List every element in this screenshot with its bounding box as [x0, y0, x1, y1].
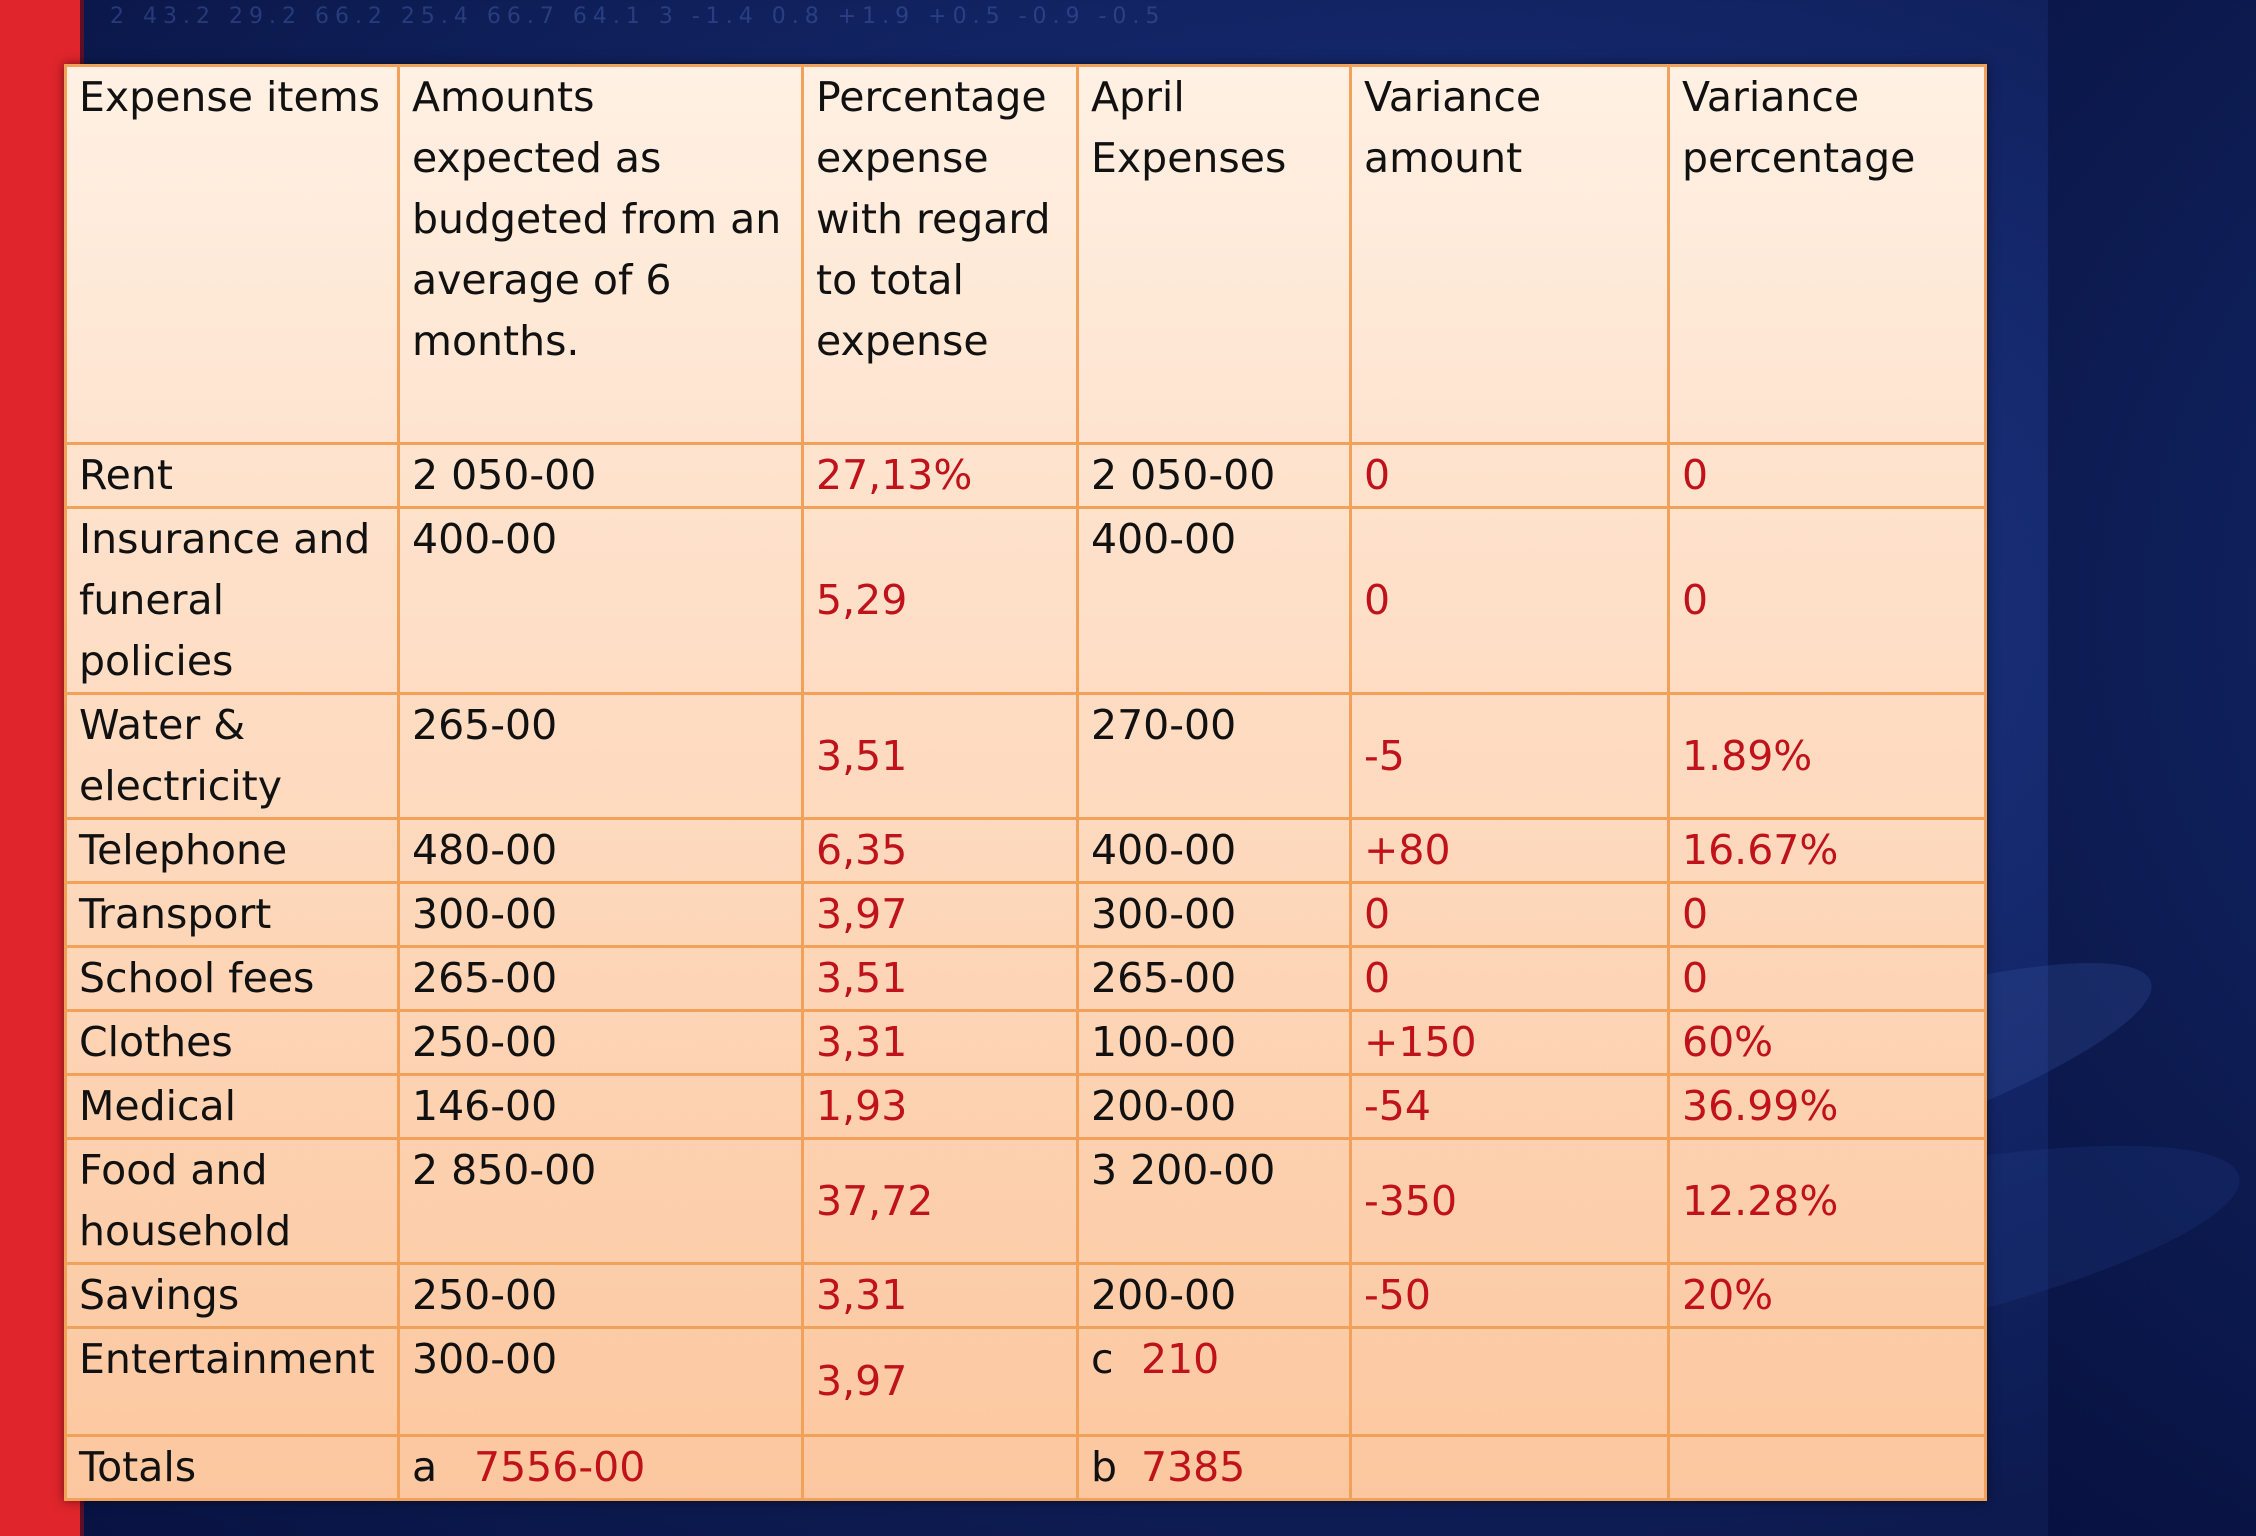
cell-april: 200-00	[1078, 1264, 1351, 1328]
totals-variance-percentage	[1669, 1436, 1986, 1500]
totals-april	[1078, 1436, 1351, 1500]
cell-percentage: 5,29	[803, 508, 1078, 694]
april-prefix-label: c	[1091, 1335, 1114, 1383]
cell-variance-percentage: 16.67%	[1669, 819, 1986, 883]
cell-variance-amount: 0	[1351, 508, 1669, 694]
cell-budget: 2 050-00	[399, 444, 803, 508]
totals-budget	[399, 1436, 803, 1500]
cell-percentage: 3,51	[803, 947, 1078, 1011]
cell-item: Medical	[66, 1075, 399, 1139]
cell-percentage: 37,72	[803, 1139, 1078, 1264]
cell-percentage: 1,93	[803, 1075, 1078, 1139]
table-row	[66, 1139, 1986, 1264]
table-row	[66, 1264, 1986, 1328]
cell-percentage: 3,31	[803, 1011, 1078, 1075]
header-variance-percentage: Variance percentage	[1669, 66, 1986, 444]
cell-budget: 265-00	[399, 947, 803, 1011]
cell-variance-percentage: 36.99%	[1669, 1075, 1986, 1139]
cell-april: 200-00	[1078, 1075, 1351, 1139]
cell-item: Telephone	[66, 819, 399, 883]
cell-variance-percentage: 0	[1669, 508, 1986, 694]
cell-april: 2 050-00	[1078, 444, 1351, 508]
cell-budget: 250-00	[399, 1264, 803, 1328]
cell-percentage: 6,35	[803, 819, 1078, 883]
cell-percentage: 3,97	[803, 883, 1078, 947]
april-prefix-label: b	[1091, 1443, 1118, 1491]
cell-budget: 300-00	[399, 883, 803, 947]
cell-april: 3 200-00	[1078, 1139, 1351, 1264]
header-april-expenses: April Expenses	[1078, 66, 1351, 444]
cell-percentage: 3,31	[803, 1264, 1078, 1328]
cell-variance-percentage: 0	[1669, 883, 1986, 947]
cell-variance-amount: 0	[1351, 883, 1669, 947]
cell-variance-amount: -54	[1351, 1075, 1669, 1139]
table-row	[66, 947, 1986, 1011]
cell-april: 100-00	[1078, 1011, 1351, 1075]
cell-item: Transport	[66, 883, 399, 947]
cell-item: Entertainment	[66, 1328, 399, 1436]
cell-variance-amount: -5	[1351, 694, 1669, 819]
cell-variance-amount: +80	[1351, 819, 1669, 883]
cell-item: Rent	[66, 444, 399, 508]
cell-variance-percentage: 0	[1669, 444, 1986, 508]
header-variance-amount: Variance amount	[1351, 66, 1669, 444]
table-row	[66, 444, 1986, 508]
cell-item: Water & electricity	[66, 694, 399, 819]
cell-variance-percentage: 12.28%	[1669, 1139, 1986, 1264]
totals-budget-value: 7556-00	[474, 1443, 646, 1491]
cell-variance-amount: 0	[1351, 947, 1669, 1011]
cell-variance-amount	[1351, 1328, 1669, 1436]
cell-budget: 146-00	[399, 1075, 803, 1139]
header-expense-items: Expense items	[66, 66, 399, 444]
cell-item: School fees	[66, 947, 399, 1011]
totals-label: Totals	[66, 1436, 399, 1500]
cell-variance-percentage: 20%	[1669, 1264, 1986, 1328]
budget-variance-table	[64, 64, 1987, 1501]
cell-variance-percentage: 1.89%	[1669, 694, 1986, 819]
cell-variance-amount: +150	[1351, 1011, 1669, 1075]
cell-april	[1078, 1328, 1351, 1436]
cell-percentage: 27,13%	[803, 444, 1078, 508]
cell-variance-amount: -350	[1351, 1139, 1669, 1264]
table-row	[66, 819, 1986, 883]
header-row	[66, 66, 1986, 444]
cell-april: 270-00	[1078, 694, 1351, 819]
cell-budget: 250-00	[399, 1011, 803, 1075]
cell-april: 400-00	[1078, 508, 1351, 694]
cell-budget: 2 850-00	[399, 1139, 803, 1264]
totals-percentage	[803, 1436, 1078, 1500]
table-row	[66, 1011, 1986, 1075]
table-row	[66, 694, 1986, 819]
cell-variance-amount: -50	[1351, 1264, 1669, 1328]
cell-april: 400-00	[1078, 819, 1351, 883]
cell-item: Insurance and funeral policies	[66, 508, 399, 694]
cell-budget: 265-00	[399, 694, 803, 819]
cell-item: Savings	[66, 1264, 399, 1328]
header-budgeted-amounts: Amounts expected as budgeted from an average of 6 months.	[399, 66, 803, 444]
cell-item: Clothes	[66, 1011, 399, 1075]
cell-budget: 300-00	[399, 1328, 803, 1436]
cell-budget: 480-00	[399, 819, 803, 883]
totals-variance-amount	[1351, 1436, 1669, 1500]
totals-row	[66, 1436, 1986, 1500]
cell-variance-percentage: 60%	[1669, 1011, 1986, 1075]
table-row	[66, 1075, 1986, 1139]
cell-april-value: 210	[1141, 1335, 1220, 1383]
budget-prefix-label: a	[412, 1443, 438, 1491]
background-ghost-text: 2 43.2 29.2 66.2 25.4 66.7 64.1 3 -1.4 0.8 +1.9 +0.5 -0.9 -0.5	[110, 4, 1166, 29]
table-row	[66, 1328, 1986, 1436]
cell-budget: 400-00	[399, 508, 803, 694]
table-row	[66, 508, 1986, 694]
table-row	[66, 883, 1986, 947]
cell-percentage: 3,97	[803, 1328, 1078, 1436]
cell-item: Food and household	[66, 1139, 399, 1264]
cell-variance-amount: 0	[1351, 444, 1669, 508]
cell-april: 265-00	[1078, 947, 1351, 1011]
cell-percentage: 3,51	[803, 694, 1078, 819]
cell-april: 300-00	[1078, 883, 1351, 947]
header-percentage-expense: Percentage expense with regard to total expense	[803, 66, 1078, 444]
cell-variance-percentage: 0	[1669, 947, 1986, 1011]
cell-variance-percentage	[1669, 1328, 1986, 1436]
totals-april-value: 7385	[1141, 1443, 1246, 1491]
